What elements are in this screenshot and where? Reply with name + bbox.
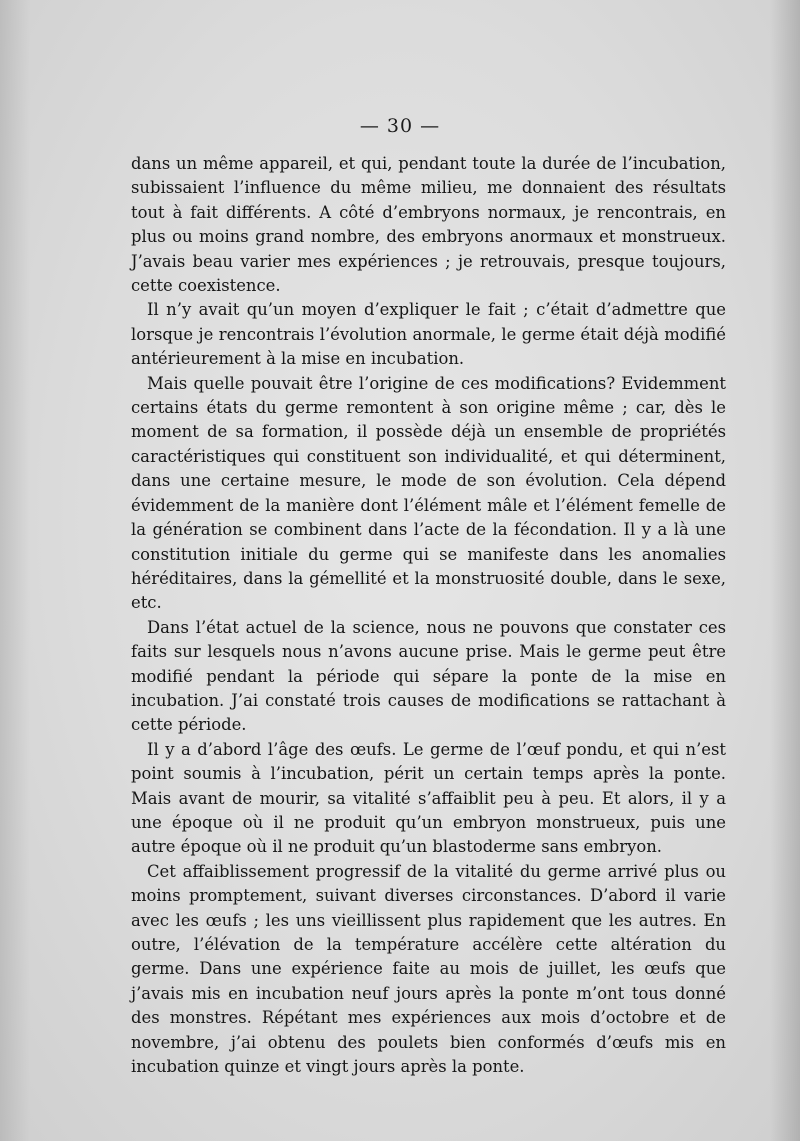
paragraph-5: Il y a d’abord l’âge des œufs. Le germe de l’œuf pondu, et qui n’est point soumis à l’incubation, périt un certain temps après la ponte. Mais avant de mourir, sa vitalité s’affaiblit peu à peu. Et alors, il y a une époque où il ne produit qu’un embryon monstrueux, puis une autre époque où il ne produit qu’un blastoderme sans embryon. (131, 739, 726, 857)
left-edge-shadow (0, 0, 30, 1141)
paragraph-1: dans un même appareil, et qui, pendant toute la durée de l’incubation, subissaient l’influence du même milieu, me donnaient des résultats tout à fait différents. A côté d’embryons normaux, je rencontrais, en plus ou moins grand nombre, des embryons anormaux et monstrueux. J’avais beau varier mes expériences ; je retrouvais, presque toujours, cette coexistence. (131, 154, 726, 296)
paragraph-2: Il n’y avait qu’un moyen d’expliquer le fait ; c’était d’admettre que lorsque je rencontrais l’évolution anormale, le germe était déjà modifié antérieurement à la mise en incubation. (131, 300, 726, 369)
paragraph-4: Dans l’état actuel de la science, nous ne pouvons que constater ces faits sur lesquels nous n’avons aucune prise. Mais le germe peut être modifié pendant la période qui sépare la ponte de la mise en incubation. J’ai constaté trois causes de modifications se rattachant à cette période. (131, 617, 726, 735)
right-edge-shadow (770, 0, 800, 1141)
paragraph-6: Cet affaiblissement progressif de la vitalité du germe arrivé plus ou moins promptement, suivant diverses circonstances. D’abord il varie avec les œufs ; les uns vieillissent plus rapidement que les autres. En outre, l’élévation de la température accélère cette altération du germe. Dans une expérience faite au mois de juillet, les œufs que j’avais mis en incubation neuf jours après la ponte m’ont tous donné des monstres. Répétant mes expériences aux mois d’octobre et de novembre, j’ai obtenu des poulets bien conformés d’œufs mis en incubation quinze et vingt jours après la ponte. (131, 861, 726, 1077)
body-text (131, 152, 726, 1079)
paragraph-3: Mais quelle pouvait être l’origine de ces modifications? Evidemment certains états du germe remontent à son origine même ; car, dès le moment de sa formation, il possède déjà un ensemble de propriétés caractéristiques qui constituent son individualité, et qui déterminent, dans une certaine mesure, le mode de son évolution. Cela dépend évidemment de la manière dont l’élément mâle et l’élément femelle de la génération se combinent dans l’acte de la fécondation. Il y a là une constitution initiale du germe qui se manifeste dans les anomalies héréditaires, dans la gémellité et la monstruosité double, dans le sexe, etc. (131, 373, 726, 613)
page-number: — 30 — (359, 115, 441, 137)
